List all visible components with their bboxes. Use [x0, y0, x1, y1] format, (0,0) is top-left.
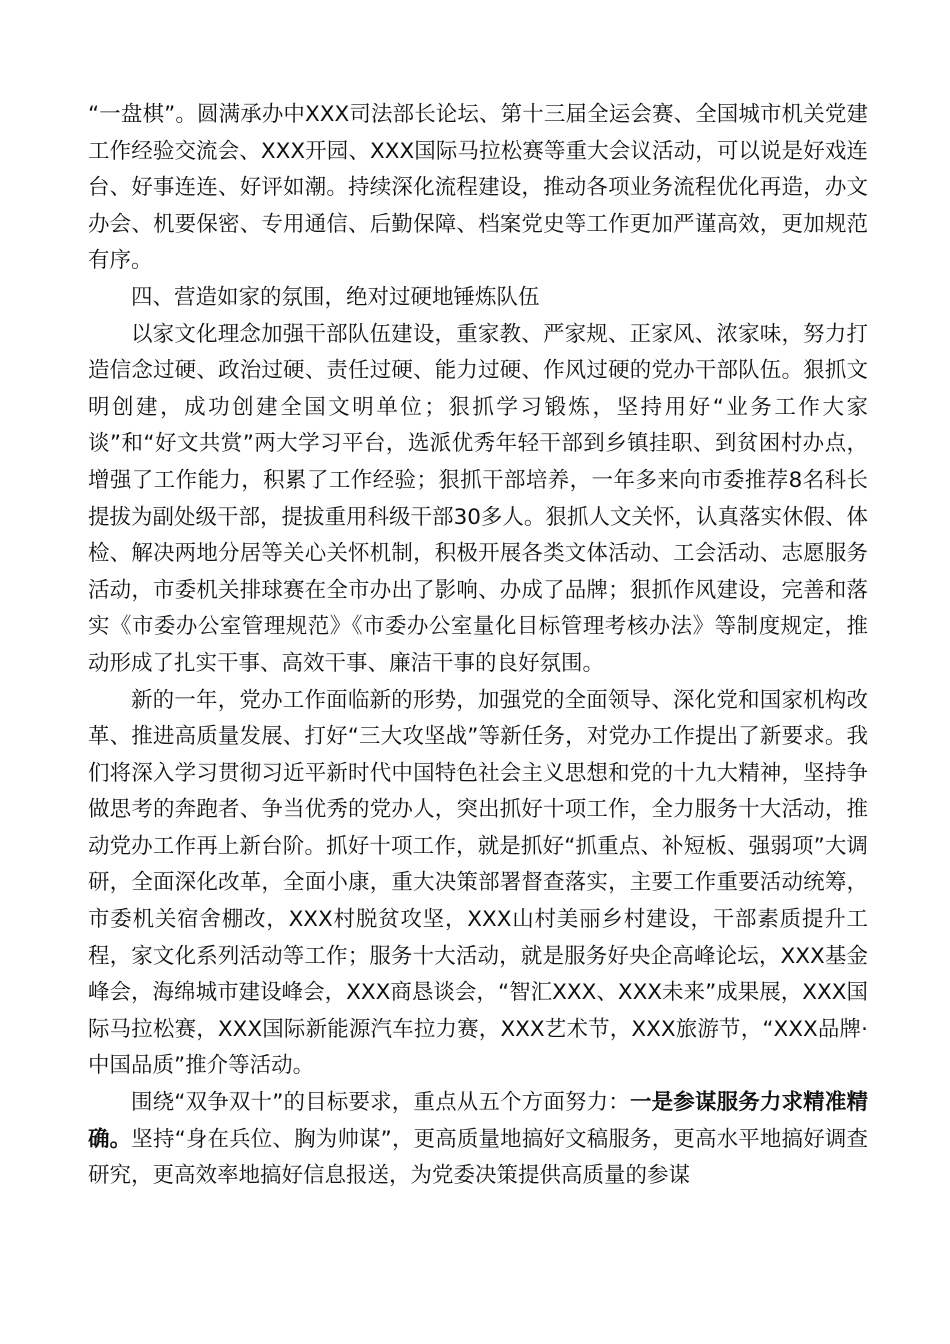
paragraph-five-aspects-intro: 围绕“双争双十”的目标要求，重点从五个方面努力：	[131, 1090, 630, 1116]
paragraph-five-aspects	[88, 1085, 868, 1195]
document-body	[88, 97, 868, 1195]
paragraph-five-aspects-detail: 坚持“身在兵位、胸为帅谋”，更高质量地搞好文稿服务，更高水平地搞好调查研究，更高效率地搞好信息报送，为党委决策提供高质量的参谋	[88, 1126, 868, 1189]
paragraph-five-aspects-bold-point: 一是参谋服务力求精准精确。	[88, 1090, 868, 1152]
paragraph-team-building: 以家文化理念加强干部队伍建设，重家教、严家规、正家风、浓家味，努力打造信念过硬、政治过硬、责任过硬、能力过硬、作风过硬的党办干部队伍。狠抓文明创建，成功创建全国文明单位；狠抓学习锻炼，坚持用好“业务工作大家谈”和“好文共赏”两大学习平台，选派优秀年轻干部到乡镇挂职、到贫困村办点，增强了工作能力，积累了工作经验；狠抓干部培养，一年多来向市委推荐8名科长提拔为副处级干部，提拔重用科级干部30多人。狠抓人文关怀，认真落实休假、体检、解决两地分居等关心关怀机制，积极开展各类文体活动、工会活动、志愿服务活动，市委机关排球赛在全市办出了影响、办成了品牌；狠抓作风建设，完善和落实《市委办公室管理规范》《市委办公室量化目标管理考核办法》等制度规定，推动形成了扎实干事、高效干事、廉洁干事的良好氛围。	[88, 321, 868, 676]
paragraph-continuation: “一盘棋”。圆满承办中XXX司法部长论坛、第十三届全运会赛、全国城市机关党建工作经验交流会、XXX开园、XXX国际马拉松赛等重大会议活动，可以说是好戏连台、好事连连、好评如潮。持续深化流程建设，推动各项业务流程优化再造，办文办会、机要保密、专用通信、后勤保障、档案党史等工作更加严谨高效，更加规范有序。	[88, 102, 868, 274]
paragraph-new-year: 新的一年，党办工作面临新的形势，加强党的全面领导、深化党和国家机构改革、推进高质量发展、打好“三大攻坚战”等新任务，对党办工作提出了新要求。我们将深入学习贯彻习近平新时代中国特色社会主义思想和党的十九大精神，坚持争做思考的奔跑者、争当优秀的党办人，突出抓好十项工作，全力服务十大活动，推动党办工作再上新台阶。抓好十项工作，就是抓好“抓重点、补短板、强弱项”大调研，全面深化改革，全面小康，重大决策部署督查落实，主要工作重要活动统筹，市委机关宿舍棚改，XXX村脱贫攻坚，XXX山村美丽乡村建设，干部素质提升工程，家文化系列活动等工作；服务十大活动，就是服务好央企高峰论坛，XXX基金峰会，海绵城市建设峰会，XXX商恳谈会，“智汇XXX、XXX未来”成果展，XXX国际马拉松赛，XXX国际新能源汽车拉力赛，XXX艺术节，XXX旅游节，“XXX品牌· 中国品质”推介等活动。	[88, 687, 868, 1079]
section-heading: 四、营造如家的氛围，绝对过硬地锤炼队伍	[131, 284, 540, 310]
